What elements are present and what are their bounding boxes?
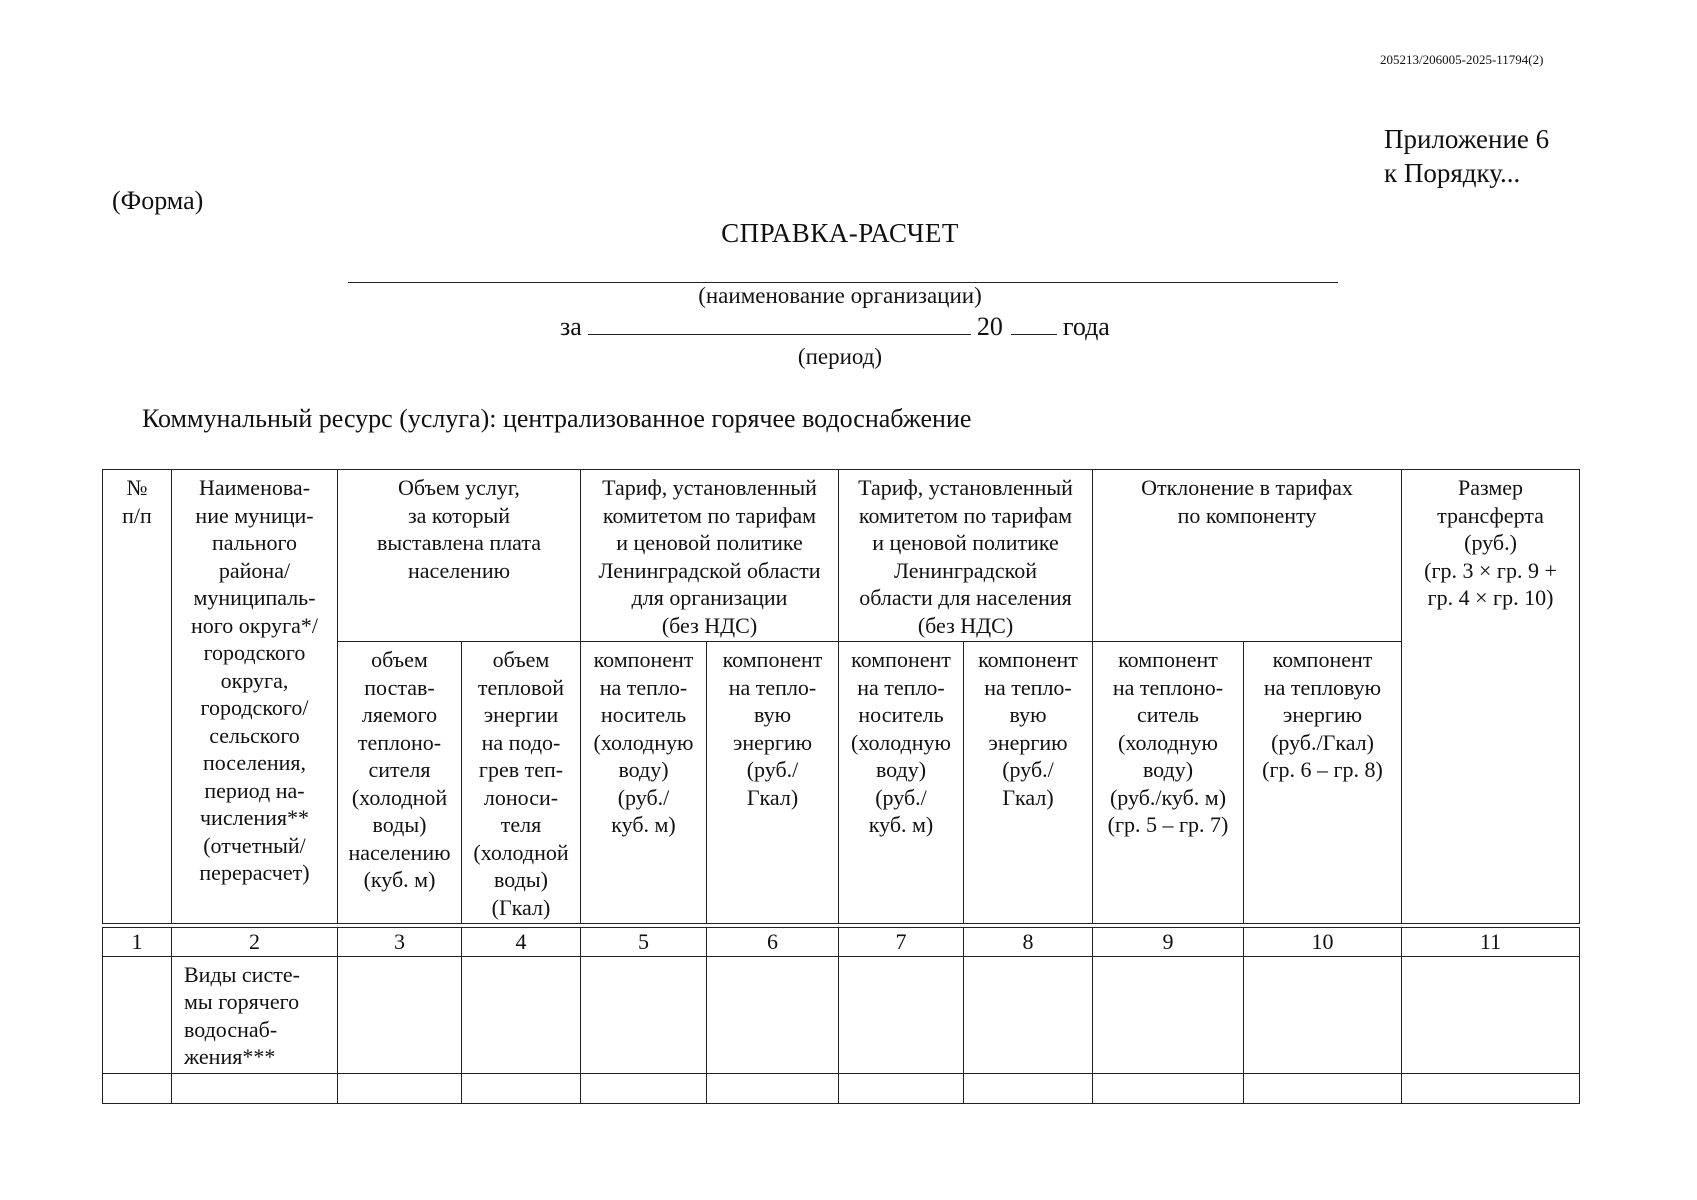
period-row	[560, 312, 1110, 342]
table-cell[interactable]	[103, 956, 172, 1073]
organization-caption: (наименование организации)	[698, 283, 982, 308]
header-deviation-heat-carrier: компонент на теплоно- ситель (холодную воду) (руб./куб. м) (гр. 5 – гр. 7)	[1093, 642, 1244, 924]
header-volume-heat-energy: объем тепловой энергии на подо- грев теп- лоноси- теля (холодной воды) (Гкал)	[462, 642, 581, 924]
header-pop-heat-carrier: компонент на тепло- носитель (холодную воду) (руб./ куб. м)	[839, 642, 964, 924]
period-year: 20	[976, 312, 1003, 341]
column-number: 2	[172, 928, 338, 957]
table-row	[103, 1073, 1580, 1103]
column-number: 10	[1244, 928, 1402, 957]
column-number: 9	[1093, 928, 1244, 957]
table-cell[interactable]	[462, 956, 581, 1073]
header-group-tariff-org: Тариф, установленный комитетом по тарифам и ценовой политике Ленинградской области для организации (без НДС)	[581, 470, 839, 642]
column-number: 8	[964, 928, 1093, 957]
column-number: 6	[707, 928, 839, 957]
period-prefix: за	[560, 312, 582, 341]
header-municipality: Наименова- ние муници- пального района/ муниципаль- ного округа*/ городского округа, городского/ сельского поселения, период на- числения** (отчетный/ перерасчет)	[172, 470, 338, 924]
period-caption: (период)	[797, 344, 883, 369]
column-number-row	[103, 928, 1580, 957]
table-cell[interactable]	[1244, 1073, 1402, 1103]
table-cell[interactable]	[707, 1073, 839, 1103]
table-cell[interactable]	[581, 956, 707, 1073]
period-blank	[588, 312, 971, 335]
table-cell[interactable]	[964, 956, 1093, 1073]
column-number: 1	[103, 928, 172, 957]
table-cell[interactable]	[581, 1073, 707, 1103]
form-label: (Форма)	[112, 186, 204, 215]
table-cell[interactable]	[839, 956, 964, 1073]
column-number: 3	[338, 928, 462, 957]
table-cell[interactable]	[1093, 1073, 1244, 1103]
column-number: 11	[1402, 928, 1580, 957]
header-pop-heat-energy: компонент на тепло- вую энергию (руб./ Гкал)	[964, 642, 1093, 924]
year-blank	[1011, 312, 1057, 335]
table-cell[interactable]	[172, 1073, 338, 1103]
header-transfer-amount: Размер трансферта (руб.) (гр. 3 × гр. 9 + гр. 4 × гр. 10)	[1402, 470, 1580, 924]
table-header-row-1	[103, 470, 1580, 642]
header-group-tariff-population: Тариф, установленный комитетом по тарифам и ценовой политике Ленинградской области для населения (без НДС)	[839, 470, 1093, 642]
header-org-heat-carrier: компонент на тепло- носитель (холодную воду) (руб./ куб. м)	[581, 642, 707, 924]
resource-line: Коммунальный ресурс (услуга): централизованное горячее водоснабжение	[142, 404, 972, 433]
table-cell[interactable]	[1402, 1073, 1580, 1103]
header-volume-heat-carrier: объем постав- ляемого теплоно- сителя (холодной воды) населению (куб. м)	[338, 642, 462, 924]
table-cell[interactable]	[103, 1073, 172, 1103]
column-number: 7	[839, 928, 964, 957]
header-group-deviation: Отклонение в тарифах по компоненту	[1093, 470, 1402, 642]
table-cell[interactable]	[1093, 956, 1244, 1073]
header-group-volume: Объем услуг, за который выставлена плата населению	[338, 470, 581, 642]
header-org-heat-energy: компонент на тепло- вую энергию (руб./ Гкал)	[707, 642, 839, 924]
table-cell[interactable]	[462, 1073, 581, 1103]
appendix-line-1: Приложение 6	[1384, 124, 1550, 154]
calculation-table	[102, 469, 1580, 1104]
table-cell[interactable]	[338, 956, 462, 1073]
table-cell[interactable]	[1402, 956, 1580, 1073]
table-cell[interactable]	[964, 1073, 1093, 1103]
table-cell[interactable]	[707, 956, 839, 1073]
table-cell[interactable]	[839, 1073, 964, 1103]
appendix-reference	[1384, 122, 1549, 190]
header-deviation-heat-energy: компонент на тепловую энергию (руб./Гкал) (гр. 6 – гр. 8)	[1244, 642, 1402, 924]
appendix-line-2: к Порядку...	[1384, 158, 1521, 188]
table-cell-hot-water-systems: Виды систе- мы горячего водоснаб- жения***	[172, 956, 338, 1073]
period-suffix: года	[1062, 312, 1110, 341]
table-row	[103, 956, 1580, 1073]
table-cell[interactable]	[338, 1073, 462, 1103]
document-id: 205213/206005-2025-11794(2)	[1380, 52, 1544, 67]
column-number: 4	[462, 928, 581, 957]
document-title: СПРАВКА-РАСЧЕТ	[721, 218, 959, 248]
header-number: № п/п	[103, 470, 172, 924]
table-cell[interactable]	[1244, 956, 1402, 1073]
column-number: 5	[581, 928, 707, 957]
